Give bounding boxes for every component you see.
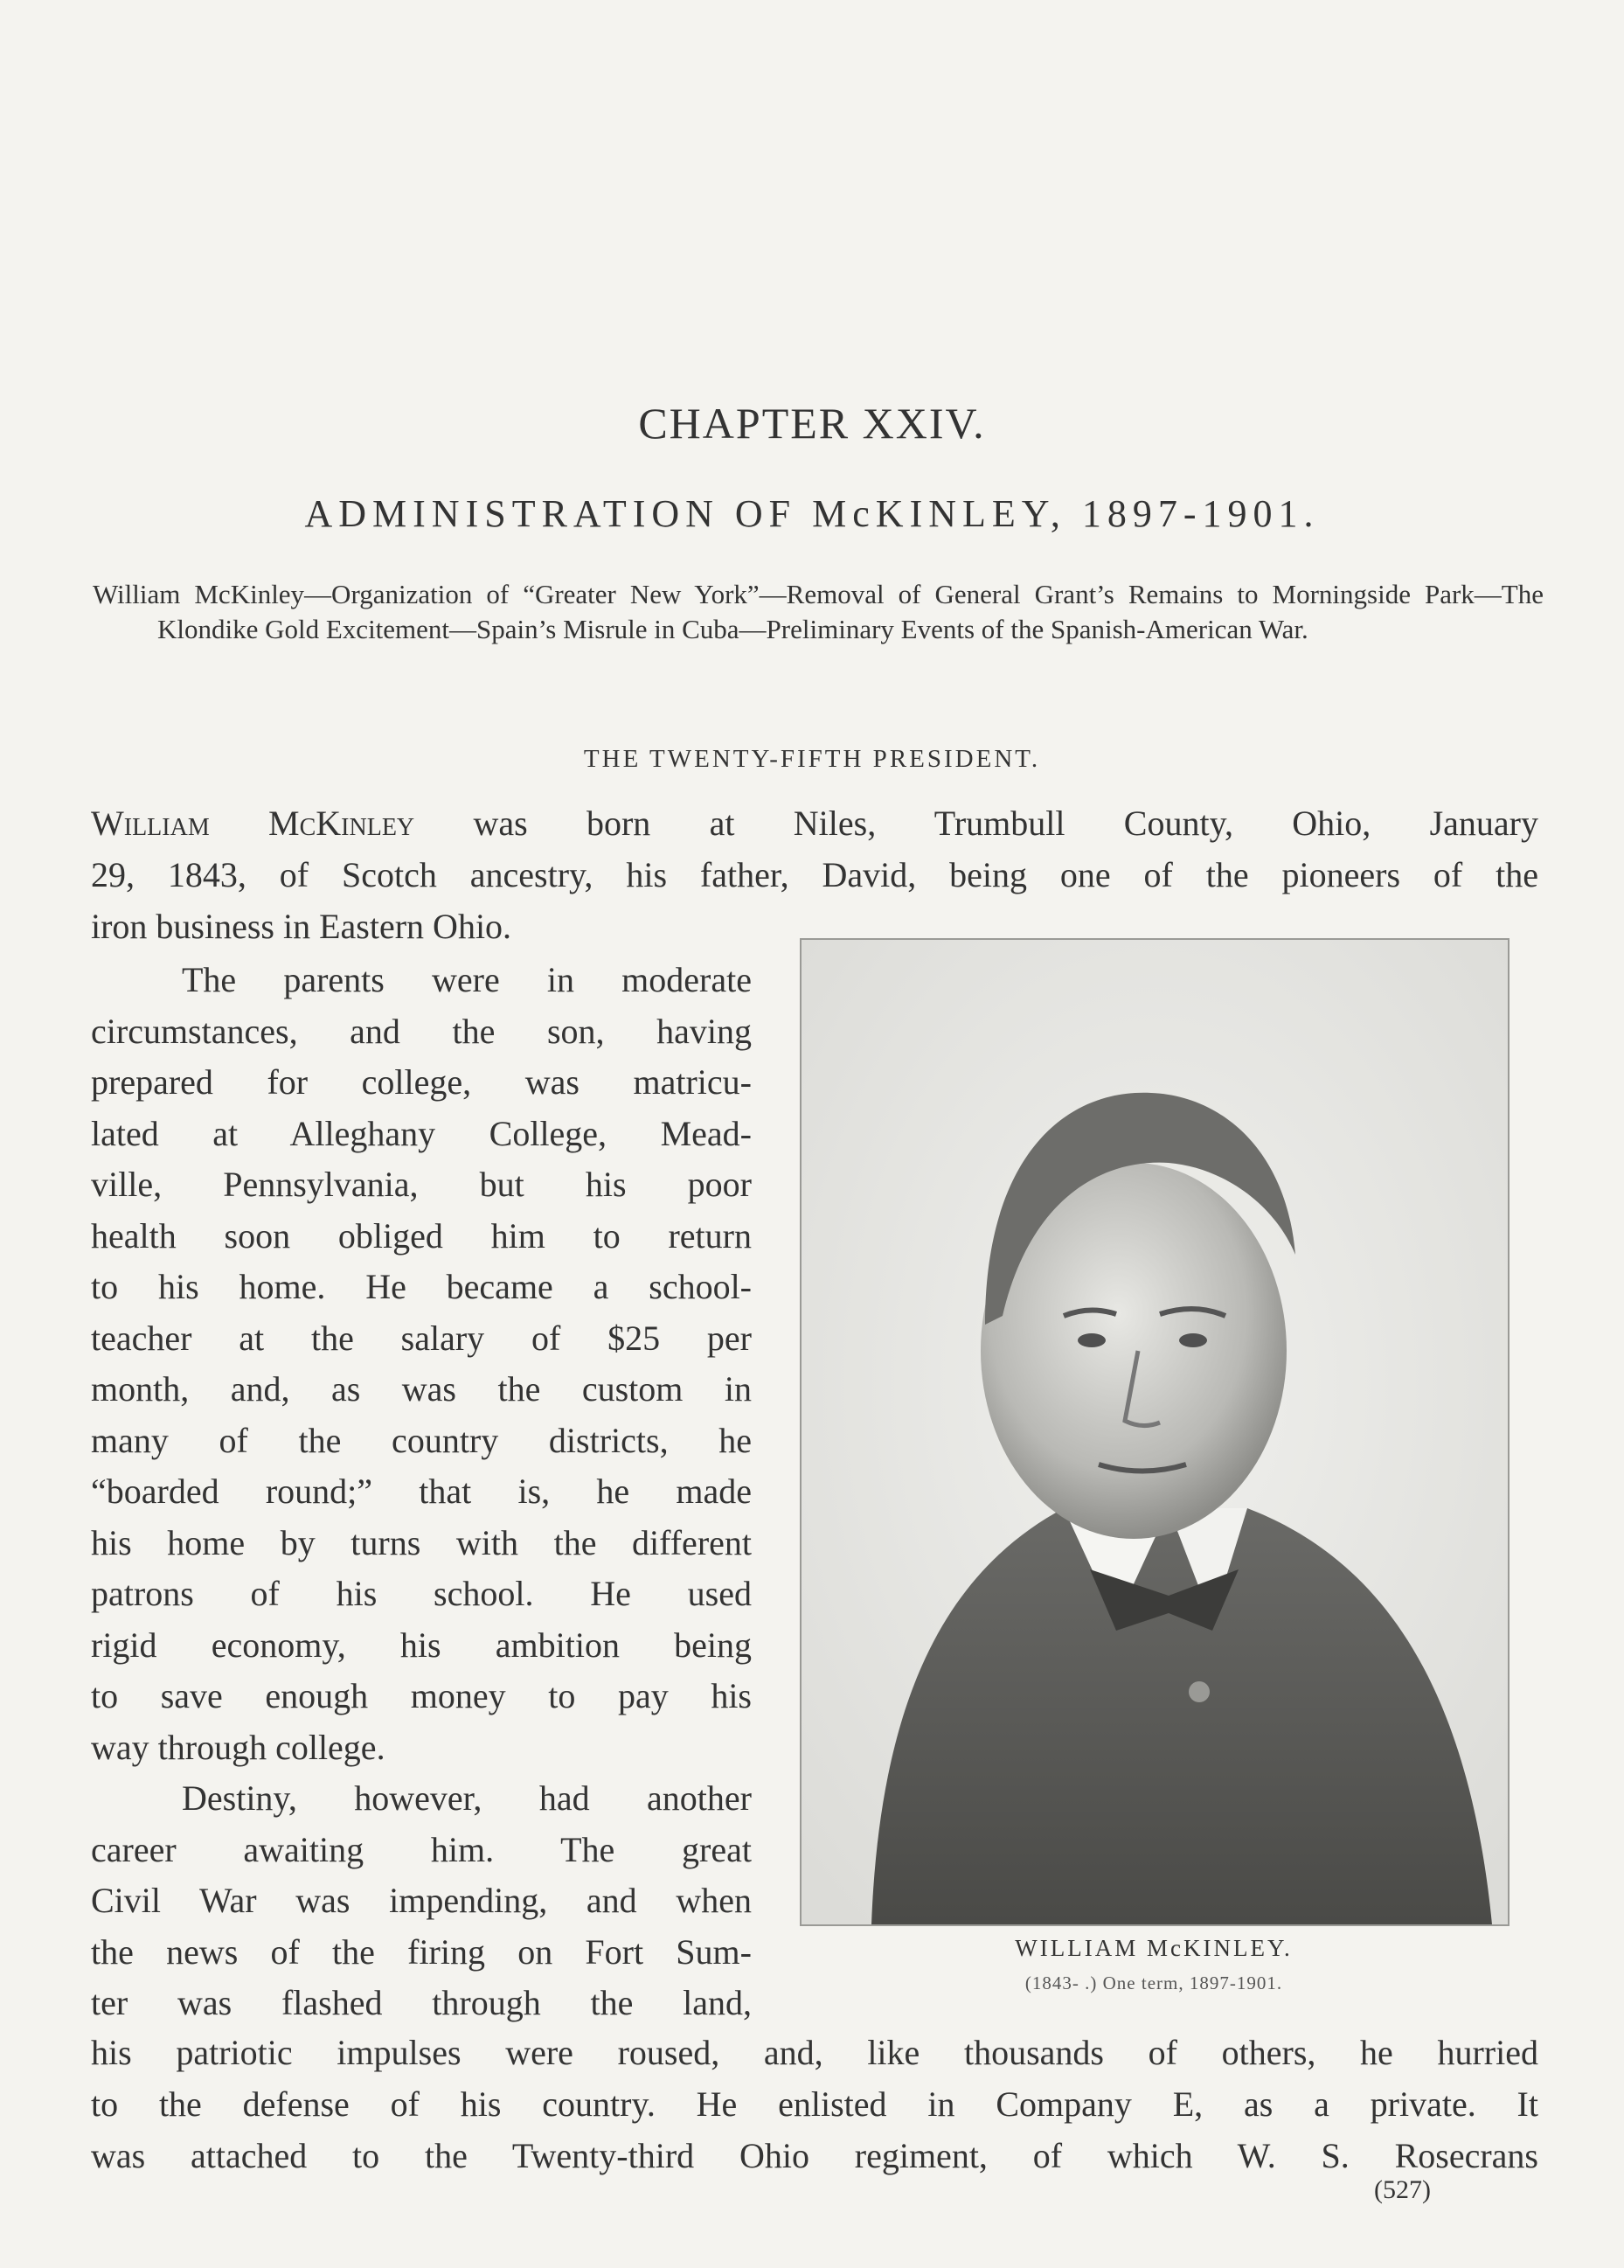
paragraph-line: to save enough money to pay his — [91, 1676, 752, 1715]
paragraph-line: way through college. — [91, 1727, 385, 1767]
paragraph-line: his home by turns with the different — [91, 1522, 752, 1562]
paragraph-line: 29, 1843, of Scotch ancestry, his father, David, being one of the pioneers of the — [91, 855, 1538, 894]
eye-right — [1179, 1333, 1207, 1347]
coat-button — [1189, 1681, 1210, 1702]
paragraph-line: his patriotic impulses were roused, and, like thousands of others, he hurried — [91, 2033, 1538, 2072]
paragraph-line: to his home. He became a school- — [91, 1267, 752, 1306]
paragraph-line: the news of the firing on Fort Sum- — [91, 1931, 752, 1972]
portrait-plate — [800, 938, 1509, 1926]
paragraph-line: career awaiting him. The great — [91, 1829, 752, 1869]
paragraph-line: teacher at the salary of $25 per — [91, 1318, 752, 1358]
paragraph-line: “boarded round;” that is, he made — [91, 1471, 752, 1511]
paragraph-line: Civil War was impending, and when — [91, 1881, 752, 1920]
eye-left — [1078, 1333, 1106, 1347]
paragraph-line: prepared for college, was matricu- — [91, 1062, 752, 1102]
paragraph-line — [91, 797, 1538, 849]
paragraph-line: circumstances, and the son, having — [91, 1011, 752, 1051]
paragraph-line: iron business in Eastern Ohio. — [91, 907, 512, 946]
paragraph-line: ville, Pennsylvania, but his poor — [91, 1165, 752, 1204]
chapter-heading: CHAPTER XXIV. — [638, 399, 986, 448]
portrait-subcaption: (1843- .) One term, 1897-1901. — [1024, 1972, 1283, 1993]
paragraph-line: lated at Alleghany College, Mead- — [91, 1113, 752, 1153]
narrow-column-text — [91, 955, 752, 2029]
paragraph-line: month, and, as was the custom in — [91, 1369, 752, 1409]
paragraph-line: to the defense of his country. He enlisted in Company E, as a private. It — [91, 2084, 1538, 2124]
paragraph-line: Destiny, however, had another — [182, 1778, 752, 1818]
lead-name: William McKinley — [91, 804, 415, 843]
paragraph-line: health soon obliged him to return — [91, 1215, 752, 1256]
portrait-illustration — [802, 940, 1508, 1924]
closing-paragraph — [91, 2027, 1538, 2181]
paragraph-line: was attached to the Twenty-third Ohio regiment, of which W. S. Rosecrans — [91, 2136, 1538, 2175]
paragraph-line: patrons of his school. He used — [91, 1574, 752, 1613]
chapter-title: ADMINISTRATION OF McKINLEY, 1897-1901. — [304, 492, 1320, 535]
paragraph-line: rigid economy, his ambition being — [91, 1624, 752, 1665]
opening-paragraph — [91, 797, 1538, 952]
portrait-caption: WILLIAM McKINLEY. — [1015, 1935, 1293, 1961]
paragraph-line: many of the country districts, he — [91, 1420, 752, 1460]
chapter-synopsis: William McKinley—Organization of “Greater New York”—Removal of General Grant’s Remains to Morningside Park—The Klondike Gold Excitement—Spain’s Misrule in Cuba—Preliminary Events of the Spanish-American War. — [93, 579, 1544, 644]
paragraph-line: The parents were in moderate — [182, 960, 752, 999]
page-number: (527) — [1374, 2175, 1431, 2204]
section-heading: THE TWENTY-FIFTH PRESIDENT. — [583, 745, 1041, 773]
line-text: was born at Niles, Trumbull County, Ohio, January — [414, 804, 1538, 843]
paragraph-line: ter was flashed through the land, — [91, 1983, 752, 2022]
